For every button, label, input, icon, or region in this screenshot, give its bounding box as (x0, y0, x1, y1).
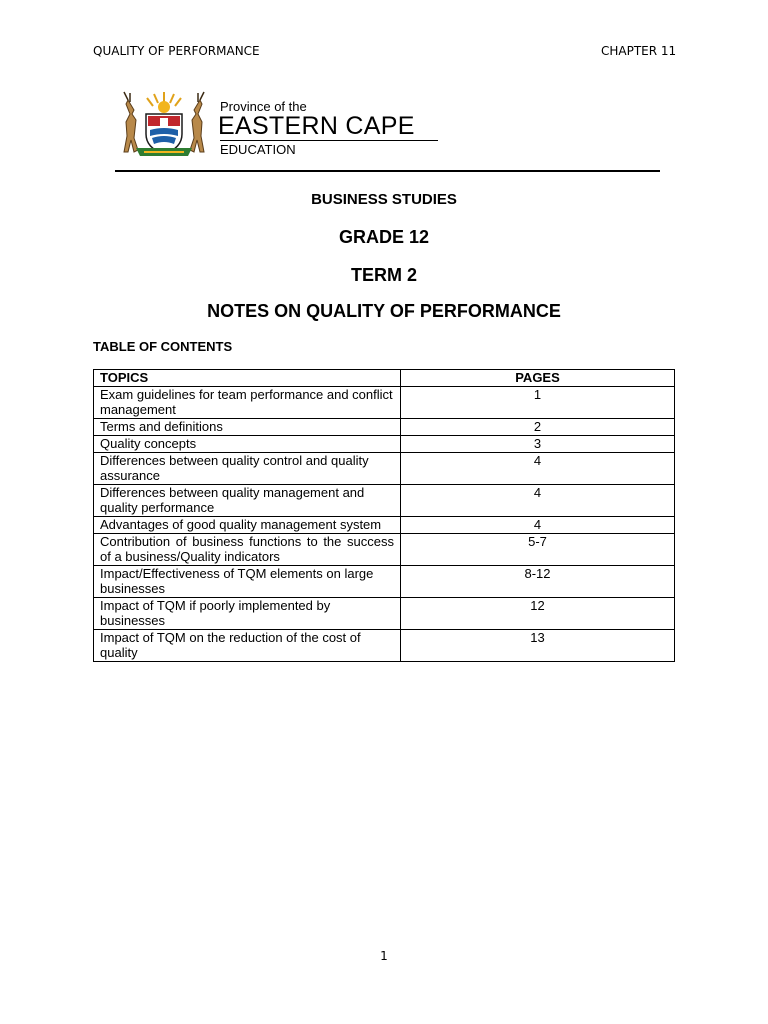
table-row (94, 419, 675, 436)
topic-cell: Exam guidelines for team performance and conflict management (94, 387, 401, 419)
topics-column-header: TOPICS (94, 370, 401, 387)
subject-title: BUSINESS STUDIES (311, 191, 457, 208)
topic-cell: Quality concepts (94, 436, 401, 453)
table-row (94, 598, 675, 630)
pages-cell: 8-12 (401, 566, 675, 598)
pages-cell: 3 (401, 436, 675, 453)
pages-cell: 12 (401, 598, 675, 630)
logo-province-text: Province of the (220, 99, 307, 114)
pages-column-header: PAGES (401, 370, 675, 387)
table-row (94, 387, 675, 419)
topic-cell: Terms and definitions (94, 419, 401, 436)
table-row (94, 436, 675, 453)
term-title: TERM 2 (350, 265, 417, 285)
table-row (94, 566, 675, 598)
table-row (94, 453, 675, 485)
table-row (94, 630, 675, 662)
table-row (94, 485, 675, 517)
toc-heading: TABLE OF CONTENTS (93, 339, 233, 354)
table-row (94, 534, 675, 566)
topic-cell: Differences between quality management and quality performance (94, 485, 401, 517)
pages-cell: 4 (401, 485, 675, 517)
topic-cell: Contribution of business functions to the success of a business/Quality indicators (94, 534, 401, 566)
topic-cell: Impact of TQM on the reduction of the cost of quality (94, 630, 401, 662)
pages-cell: 13 (401, 630, 675, 662)
running-header-right: CHAPTER 11 (601, 44, 677, 58)
running-header-left: QUALITY OF PERFORMANCE (93, 44, 260, 58)
logo-eastern-cape-text: EASTERN CAPE (218, 112, 415, 140)
logo-divider (220, 140, 438, 141)
table-row (94, 517, 675, 534)
table-of-contents (93, 369, 675, 662)
pages-cell: 4 (401, 517, 675, 534)
pages-cell: 4 (401, 453, 675, 485)
page-number: 1 (380, 949, 388, 963)
pages-cell: 2 (401, 419, 675, 436)
header-divider (115, 170, 660, 172)
topic-cell: Advantages of good quality management system (94, 517, 401, 534)
document-title: NOTES ON QUALITY OF PERFORMANCE (207, 301, 561, 321)
topic-cell: Impact/Effectiveness of TQM elements on large businesses (94, 566, 401, 598)
topic-cell: Differences between quality control and quality assurance (94, 453, 401, 485)
grade-title: GRADE 12 (338, 227, 430, 247)
coat-of-arms-icon (114, 90, 214, 160)
pages-cell: 1 (401, 387, 675, 419)
eastern-cape-education-logo (114, 90, 444, 162)
pages-cell: 5-7 (401, 534, 675, 566)
logo-education-text: EDUCATION (220, 142, 296, 157)
topic-cell: Impact of TQM if poorly implemented by businesses (94, 598, 401, 630)
toc-header-row (94, 370, 675, 387)
